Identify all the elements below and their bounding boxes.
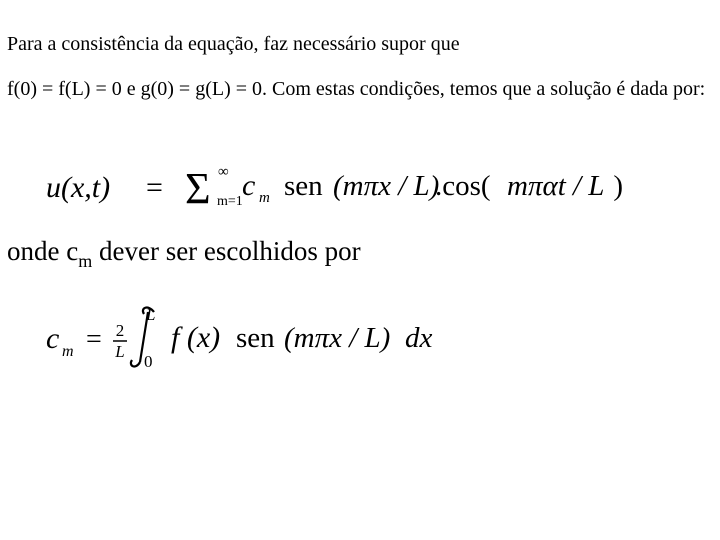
onde-suffix: dever ser escolhidos por: [92, 236, 361, 266]
fraction-denominator: L: [115, 342, 125, 361]
integral-lower-limit: 0: [144, 352, 153, 371]
coefficient-subscript: m: [259, 190, 270, 206]
onde-prefix: onde c: [7, 236, 79, 266]
conditions-text: f(0) = f(L) = 0 e g(0) = g(L) = 0. Com estas condições, temos que a solução é dada por:: [7, 78, 706, 100]
integrand-sen: sen: [236, 322, 275, 354]
sen-function: sen: [284, 170, 323, 202]
cos-argument: mπαt / L: [507, 170, 605, 202]
equation-lhs: u(x,t): [46, 171, 111, 204]
integral-upper-limit: L: [146, 305, 156, 324]
closing-paren: ): [613, 170, 623, 202]
onde-subscript: m: [78, 251, 93, 271]
integrand-function: f (x): [171, 321, 221, 354]
coefficient-c: c: [242, 169, 256, 202]
coef-c: c: [46, 322, 60, 355]
equation-equals: =: [146, 171, 163, 204]
sum-upper-limit: ∞: [218, 164, 229, 180]
solution-equation: [40, 158, 623, 220]
fraction-numerator: 2: [115, 321, 125, 340]
sen-argument: (mπx / L): [333, 170, 440, 202]
cos-function: .cos(: [435, 170, 491, 202]
coef-subscript: m: [62, 343, 74, 360]
differential-dx: dx: [405, 322, 433, 354]
coef-equals: =: [86, 324, 102, 355]
onde-text: [7, 236, 361, 269]
sum-lower-limit: m=1: [217, 194, 243, 209]
summation-symbol: Σ: [185, 164, 211, 213]
integrand-argument: (mπx / L): [284, 322, 391, 354]
intro-text: Para a consistência da equação, faz necessário supor que: [7, 33, 460, 55]
coefficient-equation: [40, 300, 460, 372]
